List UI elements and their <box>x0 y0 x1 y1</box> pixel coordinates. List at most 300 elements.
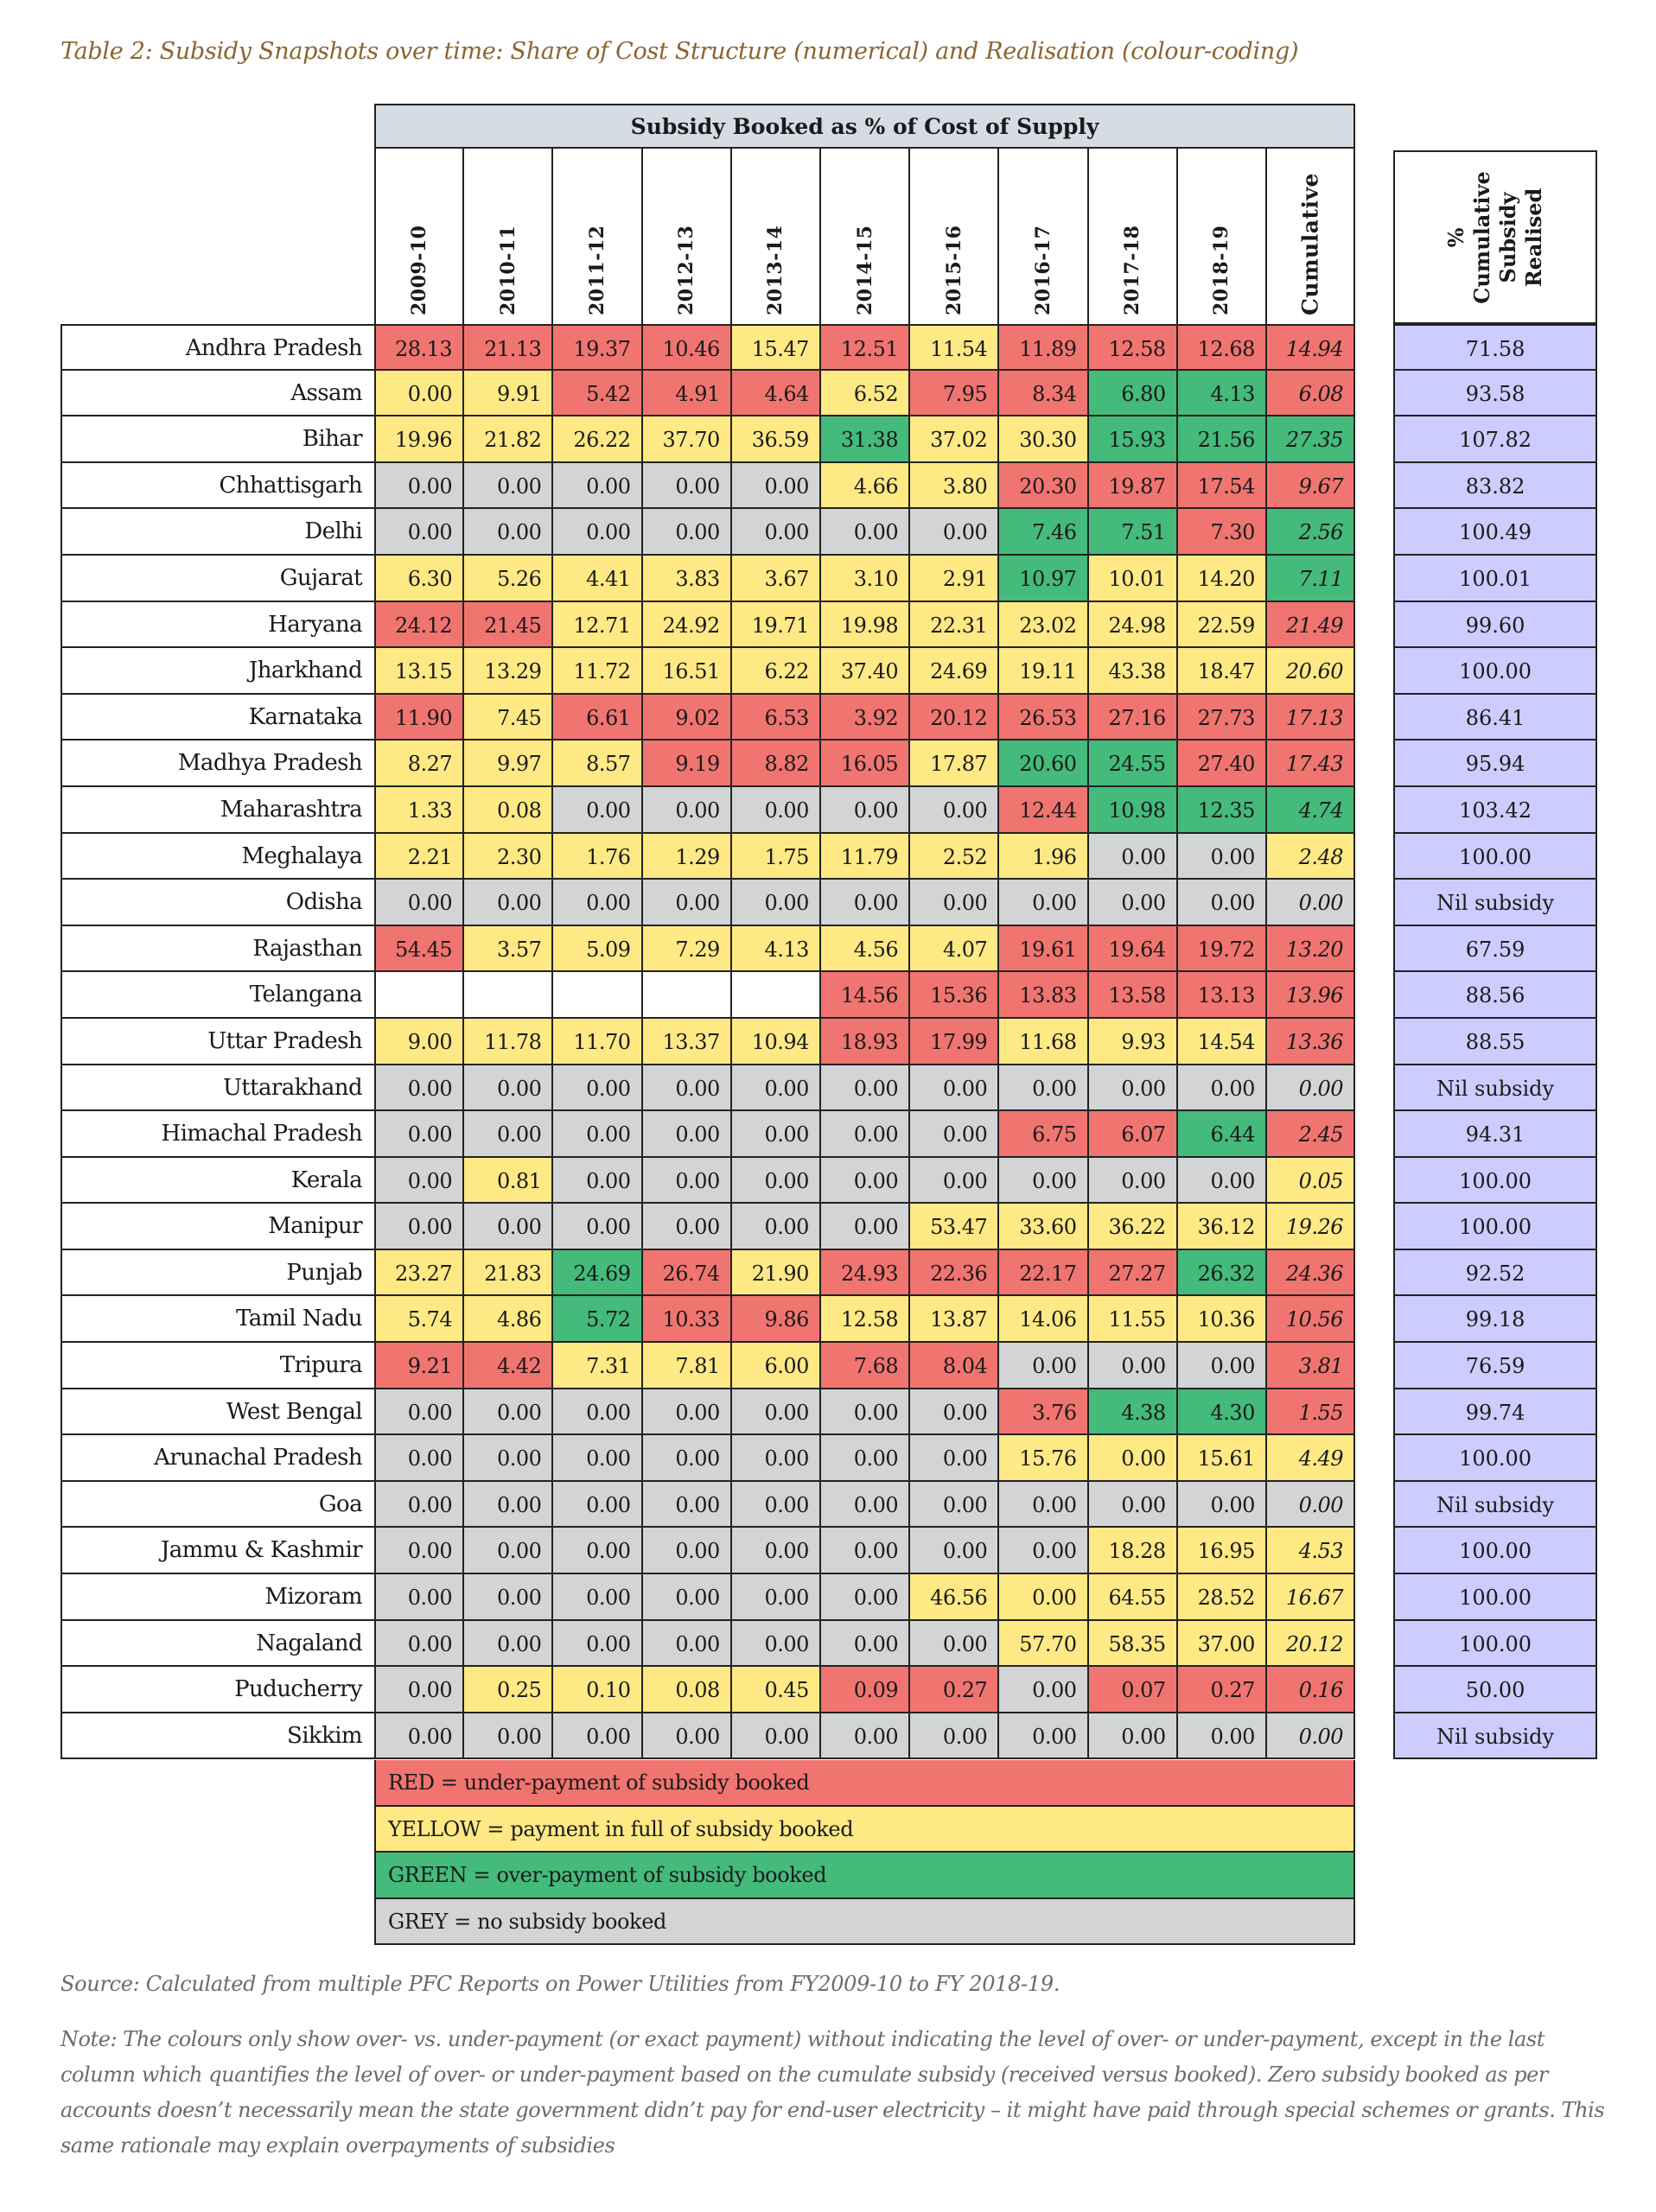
value-cell: 0.00 <box>909 1713 998 1760</box>
value-cell: 24.69 <box>552 1250 641 1297</box>
cumulative-cell: 13.36 <box>1266 1019 1355 1065</box>
value-cell: 15.47 <box>731 324 820 371</box>
value-cell: 0.00 <box>374 371 463 417</box>
value-cell: 0.00 <box>998 1343 1087 1389</box>
cumulative-cell: 9.67 <box>1266 463 1355 510</box>
value-cell: 11.55 <box>1088 1296 1177 1343</box>
value-cell: 2.30 <box>463 834 552 880</box>
value-cell: 0.00 <box>374 1204 463 1250</box>
value-cell: 0.00 <box>1177 1343 1266 1389</box>
state-name: Andhra Pradesh <box>61 324 374 371</box>
value-cell: 6.44 <box>1177 1111 1266 1158</box>
state-name: Puducherry <box>61 1667 374 1713</box>
value-cell: 0.00 <box>1088 880 1177 926</box>
value-cell: 0.00 <box>998 1574 1087 1621</box>
realised-header <box>1393 150 1597 324</box>
table-row <box>61 1482 1597 1529</box>
state-name: Meghalaya <box>61 834 374 880</box>
table-row <box>61 648 1597 695</box>
value-cell: 22.59 <box>1177 602 1266 649</box>
value-cell: 0.00 <box>374 1621 463 1668</box>
realised-cell: 100.00 <box>1393 1158 1597 1205</box>
column-header <box>1177 149 1266 324</box>
value-cell: 5.26 <box>463 556 552 602</box>
value-cell: 11.70 <box>552 1019 641 1065</box>
value-cell: 14.06 <box>998 1296 1087 1343</box>
column-header <box>731 149 820 324</box>
value-cell: 0.00 <box>998 1065 1087 1112</box>
value-cell: 4.56 <box>820 926 909 973</box>
realised-header-text <box>1443 171 1547 303</box>
value-cell: 6.00 <box>731 1343 820 1389</box>
value-cell: 7.46 <box>998 509 1087 556</box>
value-cell: 0.00 <box>909 1482 998 1529</box>
table-row <box>61 1435 1597 1482</box>
value-cell: 33.60 <box>998 1204 1087 1250</box>
realised-cell: 100.00 <box>1393 1204 1597 1250</box>
value-cell: 0.00 <box>1177 1158 1266 1205</box>
table-row <box>61 324 1597 371</box>
value-cell: 7.45 <box>463 695 552 741</box>
table-row <box>61 1389 1597 1436</box>
value-cell: 54.45 <box>374 926 463 973</box>
table-row <box>61 1574 1597 1621</box>
value-cell: 0.00 <box>731 787 820 834</box>
value-cell: 24.92 <box>642 602 731 649</box>
realised-cell: 88.56 <box>1393 972 1597 1019</box>
value-cell: 4.64 <box>731 371 820 417</box>
column-header <box>909 149 998 324</box>
value-cell: 0.00 <box>1088 1065 1177 1112</box>
value-cell: 15.36 <box>909 972 998 1019</box>
value-cell: 0.00 <box>374 1713 463 1760</box>
state-name: Odisha <box>61 880 374 926</box>
value-cell: 3.92 <box>820 695 909 741</box>
value-cell: 3.57 <box>463 926 552 973</box>
realised-cell: 76.59 <box>1393 1343 1597 1389</box>
value-cell: 0.00 <box>374 1435 463 1482</box>
value-cell: 0.00 <box>998 880 1087 926</box>
value-cell: 22.36 <box>909 1250 998 1297</box>
value-cell: 0.00 <box>820 509 909 556</box>
value-cell: 9.19 <box>642 741 731 787</box>
value-cell: 0.00 <box>374 509 463 556</box>
state-name: Jharkhand <box>61 648 374 695</box>
band-header: Subsidy Booked as % of Cost of Supply <box>374 104 1355 149</box>
value-cell: 36.12 <box>1177 1204 1266 1250</box>
table-row <box>61 1713 1597 1760</box>
state-name: Haryana <box>61 602 374 649</box>
value-cell: 17.99 <box>909 1019 998 1065</box>
value-cell: 0.00 <box>909 1389 998 1436</box>
cumulative-cell: 0.00 <box>1266 1482 1355 1529</box>
realised-cell: Nil subsidy <box>1393 880 1597 926</box>
table-row <box>61 1667 1597 1713</box>
value-cell: 17.54 <box>1177 463 1266 510</box>
value-cell: 0.00 <box>374 1065 463 1112</box>
value-cell: 0.00 <box>374 880 463 926</box>
state-name: Telangana <box>61 972 374 1019</box>
value-cell: 0.00 <box>731 1111 820 1158</box>
value-cell: 20.60 <box>998 741 1087 787</box>
value-cell: 0.00 <box>731 1435 820 1482</box>
value-cell: 0.00 <box>1177 880 1266 926</box>
value-cell: 13.15 <box>374 648 463 695</box>
realised-header-line: Subsidy <box>1495 192 1520 283</box>
value-cell: 19.96 <box>374 416 463 463</box>
state-name: Mizoram <box>61 1574 374 1621</box>
table-row <box>61 1343 1597 1389</box>
value-cell: 6.75 <box>998 1111 1087 1158</box>
table-row <box>61 463 1597 510</box>
state-name: Punjab <box>61 1250 374 1297</box>
cumulative-cell: 0.05 <box>1266 1158 1355 1205</box>
column-header <box>374 149 463 324</box>
value-cell: 16.51 <box>642 648 731 695</box>
state-name: Himachal Pradesh <box>61 1111 374 1158</box>
value-cell: 26.22 <box>552 416 641 463</box>
value-cell: 11.54 <box>909 324 998 371</box>
value-cell: 0.00 <box>820 1482 909 1529</box>
value-cell: 18.47 <box>1177 648 1266 695</box>
value-cell: 10.98 <box>1088 787 1177 834</box>
value-cell: 1.96 <box>998 834 1087 880</box>
column-header <box>820 149 909 324</box>
value-cell: 0.27 <box>909 1667 998 1713</box>
value-cell: 7.30 <box>1177 509 1266 556</box>
value-cell: 30.30 <box>998 416 1087 463</box>
value-cell: 0.81 <box>463 1158 552 1205</box>
state-name: Gujarat <box>61 556 374 602</box>
value-cell: 5.74 <box>374 1296 463 1343</box>
cumulative-cell: 13.20 <box>1266 926 1355 973</box>
realised-cell: 93.58 <box>1393 371 1597 417</box>
cumulative-cell: 2.48 <box>1266 834 1355 880</box>
cumulative-cell: 14.94 <box>1266 324 1355 371</box>
value-cell: 0.27 <box>1177 1667 1266 1713</box>
value-cell: 23.27 <box>374 1250 463 1297</box>
value-cell: 0.00 <box>374 1158 463 1205</box>
value-cell: 0.00 <box>1177 1482 1266 1529</box>
value-cell: 0.00 <box>820 1713 909 1760</box>
value-cell: 46.56 <box>909 1574 998 1621</box>
table-row <box>61 834 1597 880</box>
cumulative-cell: 17.13 <box>1266 695 1355 741</box>
column-header-label: 2017-18 <box>1121 225 1144 315</box>
cumulative-cell: 21.49 <box>1266 602 1355 649</box>
value-cell: 21.56 <box>1177 416 1266 463</box>
value-cell: 23.02 <box>998 602 1087 649</box>
realised-cell: 99.18 <box>1393 1296 1597 1343</box>
cumulative-cell: 2.45 <box>1266 1111 1355 1158</box>
value-cell: 0.00 <box>374 1482 463 1529</box>
legend <box>374 1760 1355 1945</box>
table-title: Table 2: Subsidy Snapshots over time: Share of Cost Structure (numerical) and Realisation (colour-coding) <box>61 38 1299 65</box>
value-cell: 21.45 <box>463 602 552 649</box>
value-cell: 0.00 <box>642 1528 731 1574</box>
value-cell: 0.00 <box>820 1065 909 1112</box>
value-cell: 10.36 <box>1177 1296 1266 1343</box>
column-header-label: 2018-19 <box>1210 225 1233 315</box>
value-cell: 1.29 <box>642 834 731 880</box>
value-cell: 9.86 <box>731 1296 820 1343</box>
state-name: Nagaland <box>61 1621 374 1668</box>
value-cell: 6.07 <box>1088 1111 1177 1158</box>
value-cell: 0.08 <box>463 787 552 834</box>
value-cell: 0.00 <box>642 509 731 556</box>
value-cell: 10.01 <box>1088 556 1177 602</box>
table-row <box>61 416 1597 463</box>
value-cell: 0.00 <box>374 1574 463 1621</box>
value-cell: 6.53 <box>731 695 820 741</box>
value-cell: 21.90 <box>731 1250 820 1297</box>
cumulative-cell: 0.00 <box>1266 1065 1355 1112</box>
value-cell: 19.87 <box>1088 463 1177 510</box>
value-cell: 0.00 <box>463 1528 552 1574</box>
value-cell: 13.87 <box>909 1296 998 1343</box>
state-name: Kerala <box>61 1158 374 1205</box>
value-cell: 12.51 <box>820 324 909 371</box>
state-name: Maharashtra <box>61 787 374 834</box>
value-cell: 0.00 <box>998 1528 1087 1574</box>
value-cell: 36.59 <box>731 416 820 463</box>
table-row <box>61 787 1597 834</box>
state-name: Karnataka <box>61 695 374 741</box>
value-cell: 8.57 <box>552 741 641 787</box>
table-row <box>61 371 1597 417</box>
state-name: Madhya Pradesh <box>61 741 374 787</box>
realised-cell: 99.60 <box>1393 602 1597 649</box>
value-cell: 24.93 <box>820 1250 909 1297</box>
value-cell <box>374 972 463 1019</box>
realised-cell: 100.00 <box>1393 834 1597 880</box>
value-cell: 11.72 <box>552 648 641 695</box>
realised-cell: 83.82 <box>1393 463 1597 510</box>
value-cell: 0.00 <box>552 1435 641 1482</box>
value-cell: 0.00 <box>463 1204 552 1250</box>
cumulative-cell: 20.12 <box>1266 1621 1355 1668</box>
legend-item-red: RED = under-payment of subsidy booked <box>374 1760 1355 1807</box>
realised-cell: 100.00 <box>1393 1574 1597 1621</box>
value-cell: 11.89 <box>998 324 1087 371</box>
table-row <box>61 1250 1597 1297</box>
value-cell: 16.05 <box>820 741 909 787</box>
value-cell: 0.00 <box>642 1435 731 1482</box>
value-cell: 14.56 <box>820 972 909 1019</box>
value-cell: 4.66 <box>820 463 909 510</box>
value-cell: 0.00 <box>374 463 463 510</box>
value-cell: 0.00 <box>552 463 641 510</box>
realised-cell: 95.94 <box>1393 741 1597 787</box>
value-cell: 8.34 <box>998 371 1087 417</box>
table-row <box>61 741 1597 787</box>
value-cell: 0.00 <box>642 1621 731 1668</box>
state-name: Tamil Nadu <box>61 1296 374 1343</box>
value-cell: 0.00 <box>731 1621 820 1668</box>
value-cell: 7.29 <box>642 926 731 973</box>
value-cell: 0.00 <box>463 1574 552 1621</box>
value-cell: 1.33 <box>374 787 463 834</box>
value-cell: 9.02 <box>642 695 731 741</box>
value-cell: 0.00 <box>642 1065 731 1112</box>
value-cell: 0.00 <box>642 1713 731 1760</box>
value-cell: 4.07 <box>909 926 998 973</box>
cumulative-cell: 1.55 <box>1266 1389 1355 1436</box>
value-cell: 0.00 <box>552 1111 641 1158</box>
value-cell: 13.58 <box>1088 972 1177 1019</box>
value-cell: 0.00 <box>463 1435 552 1482</box>
value-cell: 0.00 <box>552 1482 641 1529</box>
value-cell: 4.13 <box>731 926 820 973</box>
value-cell: 0.00 <box>374 1111 463 1158</box>
value-cell: 3.10 <box>820 556 909 602</box>
value-cell: 43.38 <box>1088 648 1177 695</box>
value-cell: 4.41 <box>552 556 641 602</box>
value-cell: 0.00 <box>463 463 552 510</box>
state-name: Jammu & Kashmir <box>61 1528 374 1574</box>
table-row <box>61 1111 1597 1158</box>
realised-cell: 107.82 <box>1393 416 1597 463</box>
value-cell: 0.00 <box>1088 1713 1177 1760</box>
value-cell: 0.00 <box>998 1158 1087 1205</box>
value-cell: 28.52 <box>1177 1574 1266 1621</box>
value-cell: 14.20 <box>1177 556 1266 602</box>
column-header-label: 2014-15 <box>853 225 876 315</box>
value-cell: 0.00 <box>909 1435 998 1482</box>
value-cell <box>463 972 552 1019</box>
cumulative-cell: 24.36 <box>1266 1250 1355 1297</box>
value-cell: 0.00 <box>909 1621 998 1668</box>
value-cell: 0.00 <box>463 1482 552 1529</box>
value-cell: 4.42 <box>463 1343 552 1389</box>
column-header <box>1088 149 1177 324</box>
realised-cell: 92.52 <box>1393 1250 1597 1297</box>
column-header <box>642 149 731 324</box>
value-cell: 0.00 <box>909 1158 998 1205</box>
value-cell: 19.72 <box>1177 926 1266 973</box>
value-cell <box>731 972 820 1019</box>
value-cell: 0.00 <box>642 1389 731 1436</box>
value-cell: 37.40 <box>820 648 909 695</box>
value-cell: 6.30 <box>374 556 463 602</box>
value-cell: 27.73 <box>1177 695 1266 741</box>
value-cell: 15.61 <box>1177 1435 1266 1482</box>
value-cell: 0.00 <box>731 1389 820 1436</box>
value-cell: 8.27 <box>374 741 463 787</box>
cumulative-cell: 2.56 <box>1266 509 1355 556</box>
value-cell: 0.00 <box>552 880 641 926</box>
value-cell: 20.12 <box>909 695 998 741</box>
value-cell: 0.00 <box>909 509 998 556</box>
table-body <box>61 324 1597 1759</box>
value-cell: 0.08 <box>642 1667 731 1713</box>
value-cell: 13.37 <box>642 1019 731 1065</box>
value-cell: 6.22 <box>731 648 820 695</box>
value-cell: 11.68 <box>998 1019 1087 1065</box>
value-cell: 19.37 <box>552 324 641 371</box>
realised-cell: 86.41 <box>1393 695 1597 741</box>
value-cell: 15.76 <box>998 1435 1087 1482</box>
value-cell: 10.33 <box>642 1296 731 1343</box>
realised-cell: Nil subsidy <box>1393 1482 1597 1529</box>
value-cell: 0.00 <box>909 787 998 834</box>
value-cell: 12.44 <box>998 787 1087 834</box>
value-cell: 2.91 <box>909 556 998 602</box>
value-cell: 64.55 <box>1088 1574 1177 1621</box>
value-cell: 9.00 <box>374 1019 463 1065</box>
value-cell: 0.00 <box>731 1065 820 1112</box>
cumulative-cell: 0.00 <box>1266 1713 1355 1760</box>
cumulative-cell: 0.16 <box>1266 1667 1355 1713</box>
cumulative-cell: 13.96 <box>1266 972 1355 1019</box>
value-cell: 0.00 <box>1088 1482 1177 1529</box>
value-cell: 9.93 <box>1088 1019 1177 1065</box>
value-cell: 0.00 <box>820 1158 909 1205</box>
value-cell: 0.00 <box>552 1158 641 1205</box>
value-cell: 0.00 <box>820 880 909 926</box>
column-header <box>463 149 552 324</box>
value-cell: 0.00 <box>642 463 731 510</box>
value-cell: 0.07 <box>1088 1667 1177 1713</box>
value-cell: 0.00 <box>820 1111 909 1158</box>
realised-header-line: Cumulative <box>1469 170 1494 304</box>
value-cell: 0.00 <box>463 1621 552 1668</box>
table-row <box>61 1065 1597 1112</box>
value-cell: 27.40 <box>1177 741 1266 787</box>
value-cell: 12.68 <box>1177 324 1266 371</box>
value-cell: 0.00 <box>731 1158 820 1205</box>
cumulative-cell: 27.35 <box>1266 416 1355 463</box>
state-name: Manipur <box>61 1204 374 1250</box>
table-row <box>61 1296 1597 1343</box>
table-row <box>61 1204 1597 1250</box>
value-cell: 19.11 <box>998 648 1087 695</box>
value-cell: 0.00 <box>642 1158 731 1205</box>
value-cell: 3.80 <box>909 463 998 510</box>
cumulative-cell: 17.43 <box>1266 741 1355 787</box>
value-cell: 16.95 <box>1177 1528 1266 1574</box>
state-name: Sikkim <box>61 1713 374 1760</box>
table-row <box>61 926 1597 973</box>
value-cell: 0.00 <box>463 1389 552 1436</box>
value-cell: 19.71 <box>731 602 820 649</box>
value-cell: 10.97 <box>998 556 1087 602</box>
value-cell <box>642 972 731 1019</box>
legend-item-green: GREEN = over-payment of subsidy booked <box>374 1853 1355 1899</box>
table-row <box>61 1019 1597 1065</box>
value-cell: 0.00 <box>820 1435 909 1482</box>
value-cell: 5.72 <box>552 1296 641 1343</box>
value-cell: 0.00 <box>463 880 552 926</box>
value-cell: 26.74 <box>642 1250 731 1297</box>
value-cell: 13.29 <box>463 648 552 695</box>
column-header <box>998 149 1087 324</box>
value-cell: 24.12 <box>374 602 463 649</box>
value-cell: 37.02 <box>909 416 998 463</box>
realised-header-line: Realised <box>1521 188 1546 287</box>
table-row <box>61 972 1597 1019</box>
value-cell: 0.00 <box>731 1528 820 1574</box>
value-cell: 0.00 <box>552 1621 641 1668</box>
value-cell: 12.58 <box>1088 324 1177 371</box>
value-cell: 24.98 <box>1088 602 1177 649</box>
value-cell <box>552 972 641 1019</box>
value-cell: 10.94 <box>731 1019 820 1065</box>
value-cell: 0.00 <box>909 1065 998 1112</box>
value-cell: 3.76 <box>998 1389 1087 1436</box>
value-cell: 3.83 <box>642 556 731 602</box>
value-cell: 21.82 <box>463 416 552 463</box>
